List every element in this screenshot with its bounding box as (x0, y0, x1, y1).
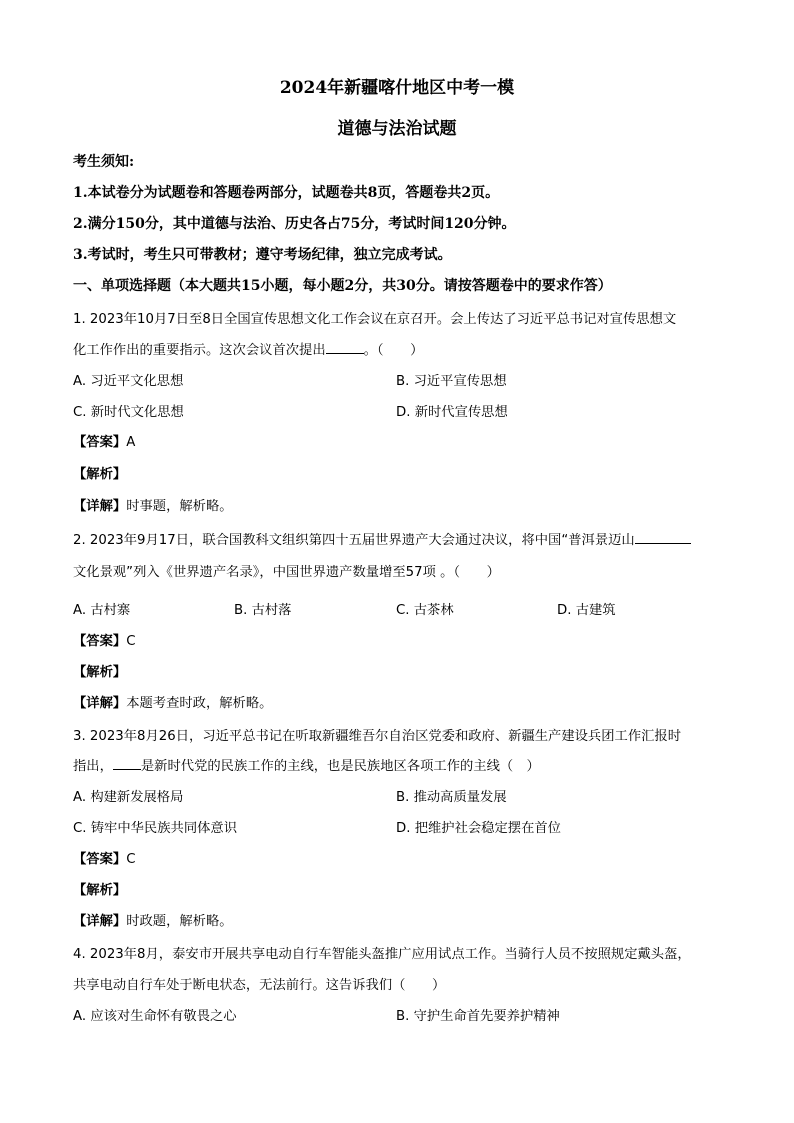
fill-blank (113, 757, 141, 770)
q2-answer: 【答案】C (73, 634, 136, 649)
q2-detail: 【详解】本题考查时政，解析略。 (73, 696, 273, 711)
q4-stem-line-1: 4. 2023年8月，泰安市开展共享电动自行车智能头盔推广应用试点工作。当骑行人员不按照规定戴头盔， (73, 947, 691, 962)
q1-option-d: D. 新时代宣传思想 (396, 405, 508, 420)
q1-analysis-tag: 【解析】 (73, 467, 127, 482)
q3-answer: 【答案】C (73, 852, 136, 867)
q4-option-a: A. 应该对生命怀有敬畏之心 (73, 1009, 237, 1024)
q1-stem-line-2: 化工作作出的重要指示。这次会议首次提出 。（ ） (73, 343, 424, 358)
notice-item-1: 1.本试卷分为试题卷和答题卷两部分，试题卷共8页，答题卷共2页。 (73, 185, 500, 201)
q2-option-c: C. 古茶林 (396, 603, 454, 618)
q2-option-a: A. 古村寨 (73, 603, 131, 618)
notice-heading: 考生须知: (73, 154, 135, 170)
q3-option-b: B. 推动高质量发展 (396, 790, 507, 805)
fill-blank (635, 531, 691, 544)
q1-answer: 【答案】A (73, 435, 136, 450)
q2-stem-line-2: 文化景观”列入《世界遗产名录》，中国世界遗产数量增至57项 。（ ） (73, 565, 500, 580)
q3-detail: 【详解】时政题，解析略。 (73, 914, 233, 929)
q1-option-a: A. 习近平文化思想 (73, 374, 184, 389)
exam-title: 2024年新疆喀什地区中考一模 (279, 78, 515, 98)
q4-stem-line-2: 共享电动自行车处于断电状态，无法前行。这告诉我们（ ） (73, 978, 446, 993)
q3-option-d: D. 把维护社会稳定摆在首位 (396, 821, 561, 836)
q1-stem-line-1: 1. 2023年10月7日至8日全国宣传思想文化工作会议在京召开。会上传达了习近平总书记对宣传思想文 (73, 312, 677, 327)
q2-option-d: D. 古建筑 (557, 603, 616, 618)
exam-subtitle: 道德与法治试题 (337, 119, 457, 139)
q3-option-c: C. 铸牢中华民族共同体意识 (73, 821, 238, 836)
q2-analysis-tag: 【解析】 (73, 665, 127, 680)
q3-analysis-tag: 【解析】 (73, 883, 127, 898)
q3-stem-line-1: 3. 2023年8月26日，习近平总书记在听取新疆维吾尔自治区党委和政府、新疆生产建设兵团工作汇报时 (73, 729, 682, 744)
q2-stem-line-1: 2. 2023年9月17日，联合国教科文组织第四十五届世界遗产大会通过决议，将中国“普洱景迈山 (73, 529, 691, 548)
q1-option-b: B. 习近平宣传思想 (396, 374, 507, 389)
section-heading: 一、单项选择题（本大题共15小题，每小题2分，共30分。请按答题卷中的要求作答） (73, 278, 612, 294)
q4-option-b: B. 守护生命首先要养护精神 (396, 1009, 560, 1024)
q2-option-b: B. 古村落 (234, 603, 292, 618)
notice-item-3: 3.考试时，考生只可带教材；遵守考场纪律，独立完成考试。 (73, 247, 452, 263)
q1-option-c: C. 新时代文化思想 (73, 405, 184, 420)
notice-item-2: 2.满分150分，其中道德与法治、历史各占75分，考试时间120分钟。 (73, 216, 516, 232)
fill-blank (326, 341, 364, 354)
q1-detail: 【详解】时事题，解析略。 (73, 499, 233, 514)
q3-stem-line-2: 指出， 是新时代党的民族工作的主线，也是民族地区各项工作的主线（ ） (73, 759, 540, 774)
q3-option-a: A. 构建新发展格局 (73, 790, 184, 805)
